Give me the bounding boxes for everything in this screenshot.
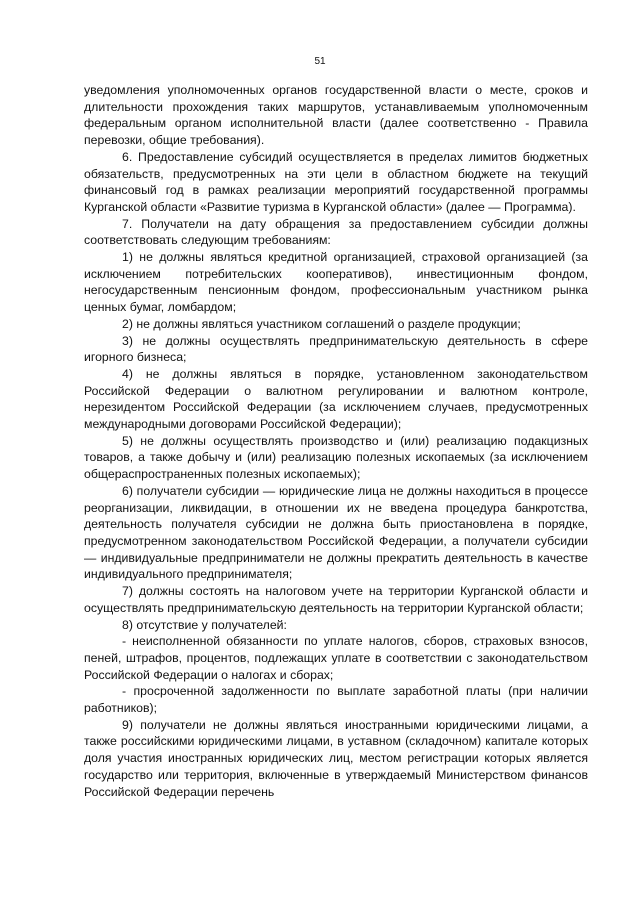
sub-list-item: - неисполненной обязанности по уплате налогов, сборов, страховых взносов, пеней, штрафов, процентов, подлежащих уплате в соответствии с законодательством Российской Федерации о налогах и сборах; [84,634,588,682]
paragraph: 7. Получатели на дату обращения за предоставлением субсидии должны соответствовать следующим требованиям: [84,216,588,248]
list-item: 5) не должны осуществлять производство и (или) реализацию подакцизных товаров, а также добычу и (или) реализацию полезных ископаемых (за исключением общераспространенных полезных ископаемых); [84,433,588,482]
list-item: 4) не должны являться в порядке, установленном законодательством Российской Федерации о валютном регулировании и валютном контроле, нерезидентом Российской Федерации (за исключением случаев, предусмотренных международными договорами Российской Федерации); [84,366,588,432]
list-item: 6) получатели субсидии — юридические лица не должны находиться в процессе реорганизации, ликвидации, в отношении их не введена процедура банкротства, деятельность получателя субсидии не должна быть приостановлена в порядке, предусмотренном законодательством Российской Федерации, а получатели субсидии — индивидуальные предприниматели не должны прекратить деятельность в качестве индивидуального предпринимателя; [84,483,588,582]
list-item: 9) получатели не должны являться иностранными юридическими лицами, а также российскими юридическими лицами, в уставном (складочном) капитале которых доля участия иностранных юридических лиц, местом регистрации которых является государство или территория, включенные в утверждаемый Министерством финансов Российской Федерации перечень [84,717,588,799]
list-item: 7) должны состоять на налоговом учете на территории Курганской области и осуществлять предпринимательскую деятельность на территории Курганской области; [84,584,588,615]
page-number: 51 [314,56,326,67]
list-item: 1) не должны являться кредитной организацией, страховой организацией (за исключением потребительских кооперативов), инвестиционным фондом, негосударственным пенсионным фондом, профессиональным участником рынка ценных бумаг, ломбардом; [84,250,588,315]
list-item: 8) отсутствие у получателей: [122,617,287,632]
list-item: 2) не должны являться участником соглашений о разделе продукции; [122,316,521,331]
list-item: 3) не должны осуществлять предпринимательскую деятельность в сфере игорного бизнеса; [84,333,588,365]
sub-list-item: - просроченной задолженности по выплате заработной платы (при наличии работников); [84,684,588,716]
paragraph: 6. Предоставление субсидий осуществляется в пределах лимитов бюджетных обязательств, предусмотренных на эти цели в областном бюджете на текущий финансовый год в рамках реализации мероприятий государственной программы Курганской области «Развитие туризма в Курганской области» (далее — Программа). [84,149,588,214]
document-body [84,82,588,800]
paragraph: уведомления уполномоченных органов государственной власти о месте, сроков и длительности прохождения таких маршрутов, устанавливаемым уполномоченным федеральным органом исполнительной власти (далее соответственно - Правила перевозки, общие требования). [84,83,588,148]
